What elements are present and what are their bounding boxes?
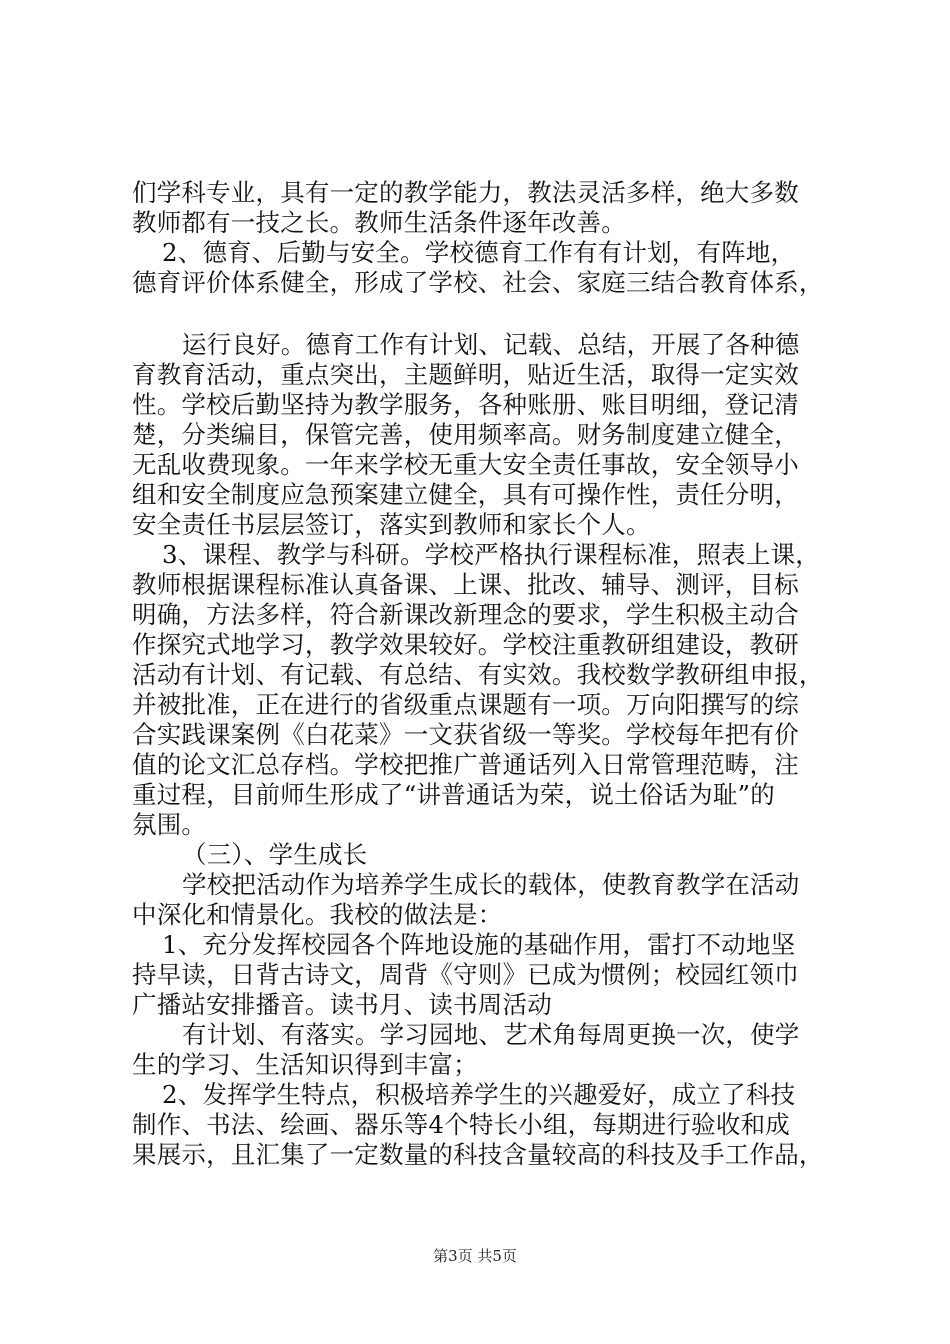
text-line: 作探究式地学习，教学效果较好。学校注重教研组建设，教研 xyxy=(132,630,799,659)
text-line: 2、发挥学生特点，积极培养学生的兴趣爱好，成立了科技 xyxy=(162,1080,796,1109)
text-line: 教师都有一技之长。教师生活条件逐年改善。 xyxy=(132,208,626,237)
text-line: 中深化和情景化。我校的做法是： xyxy=(132,900,503,929)
text-line: 制作、书法、绘画、器乐等4个特长小组，每期进行验收和成 xyxy=(132,1110,790,1139)
text-line: 德育评价体系健全，形成了学校、社会、家庭三结合教育体系， xyxy=(132,268,824,297)
text-line: 生的学习、生活知识得到丰富； xyxy=(132,1050,478,1079)
text-line: 合实践课案例《白花菜》一文获省级一等奖。学校每年把有价 xyxy=(132,720,799,749)
section-heading: （三）、学生成长 xyxy=(182,840,368,869)
text-line: 广播站安排播音。读书月、读书周活动 xyxy=(132,990,552,1019)
text-line: 持早读，日背古诗文，周背《守则》已成为惯例；校园红领巾 xyxy=(132,960,799,989)
text-line: 活动有计划、有记载、有总结、有实效。我校数学教研组申报， xyxy=(132,660,824,689)
text-line: 楚，分类编目，保管完善，使用频率高。财务制度建立健全， xyxy=(132,420,799,449)
page-number: 第3页 共5页 xyxy=(433,1247,517,1265)
text-line: 们学科专业，具有一定的教学能力，教法灵活多样，绝大多数 xyxy=(132,178,799,207)
text-line: 值的论文汇总存档。学校把推广普通话列入日常管理范畴，注 xyxy=(132,750,799,779)
text-line: 有计划、有落实。学习园地、艺术角每周更换一次，使学 xyxy=(182,1020,800,1049)
text-line: 氛围。 xyxy=(132,810,207,839)
text-line: 重过程，目前师生形成了“讲普通话为荣，说土俗话为耻”的 xyxy=(132,780,775,809)
text-line: 性。学校后勤坚持为教学服务，各种账册、账目明细，登记清 xyxy=(132,390,799,419)
text-line: 并被批准，正在进行的省级重点课题有一项。万向阳撰写的综 xyxy=(132,690,799,719)
text-line: 育教育活动，重点突出，主题鲜明，贴近生活，取得一定实效 xyxy=(132,360,799,389)
text-line: 1、充分发挥校园各个阵地设施的基础作用，雷打不动地坚 xyxy=(162,930,796,959)
text-line: 明确，方法多样，符合新课改新理念的要求，学生积极主动合 xyxy=(132,600,799,629)
text-line: 安全责任书层层签订，落实到教师和家长个人。 xyxy=(132,510,651,539)
text-line: 学校把活动作为培养学生成长的载体，使教育教学在活动 xyxy=(182,870,800,899)
text-line: 2、德育、后勤与安全。学校德育工作有有计划，有阵地， xyxy=(162,238,796,267)
text-line: 教师根据课程标准认真备课、上课、批改、辅导、测评，目标 xyxy=(132,570,799,599)
text-line: 无乱收费现象。一年来学校无重大安全责任事故，安全领导小 xyxy=(132,450,799,479)
text-line: 组和安全制度应急预案建立健全，具有可操作性，责任分明， xyxy=(132,480,799,509)
text-line: 运行良好。德育工作有计划、记载、总结，开展了各种德 xyxy=(182,330,800,359)
text-line: 果展示，且汇集了一定数量的科技含量较高的科技及手工作品， xyxy=(132,1140,824,1169)
text-line: 3、课程、教学与科研。学校严格执行课程标准，照表上课， xyxy=(162,540,820,569)
